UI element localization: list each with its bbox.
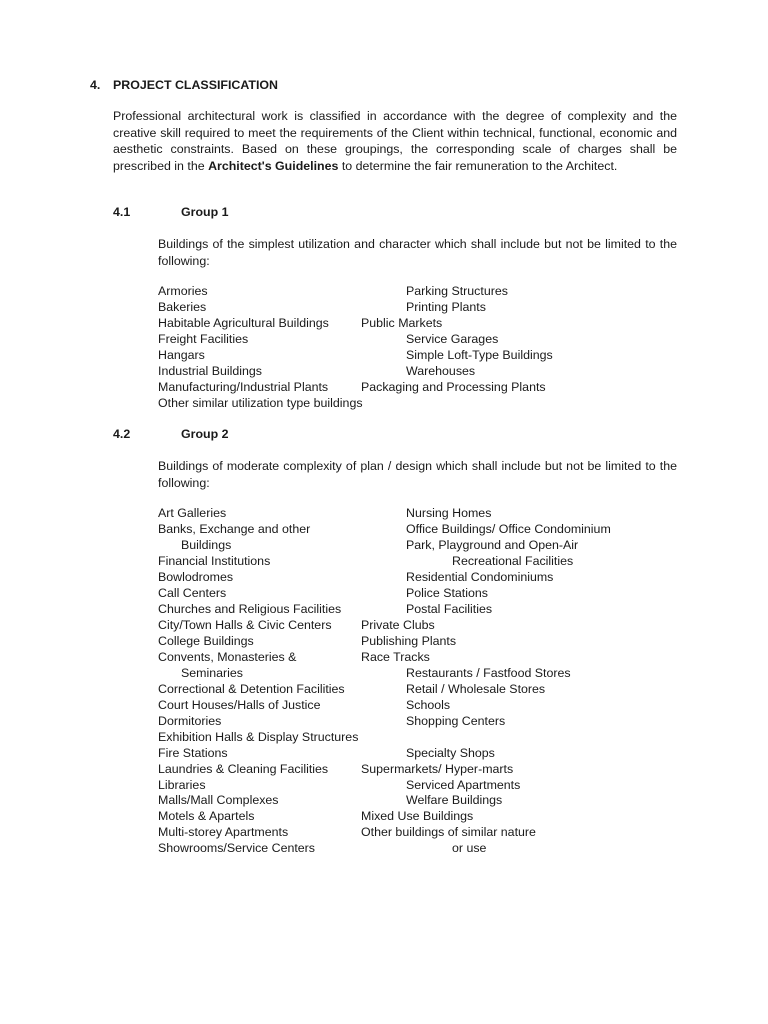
list-item-left: Banks, Exchange and other (158, 522, 311, 536)
section-number: 4. (90, 78, 101, 92)
list-item-right: Office Buildings/ Office Condominium (406, 522, 611, 536)
list-item-right: Residential Condominiums (406, 570, 554, 584)
list-item-right: Private Clubs (361, 618, 435, 632)
group1-number: 4.1 (113, 205, 131, 219)
list-item-right: Park, Playground and Open-Air (406, 538, 579, 552)
list-item-left: Malls/Mall Complexes (158, 793, 279, 807)
list-item-left: Other similar utilization type buildings (158, 396, 363, 410)
list-item-left: Dormitories (158, 714, 222, 728)
list-item-right: or use (452, 841, 487, 855)
list-item-right: Retail / Wholesale Stores (406, 682, 546, 696)
list-item-left: Habitable Agricultural Buildings (158, 316, 329, 330)
list-item-right: Serviced Apartments (406, 778, 521, 792)
list-item-right: Service Garages (406, 332, 499, 346)
intro-text-after: to determine the fair remuneration to the Architect. (341, 158, 618, 173)
list-item-right: Warehouses (406, 364, 476, 378)
list-item-right: Schools (406, 698, 451, 712)
list-item-right: Race Tracks (361, 650, 430, 664)
list-item-left: Freight Facilities (158, 332, 249, 346)
list-item-left: Fire Stations (158, 746, 228, 760)
list-item-left: Court Houses/Halls of Justice (158, 698, 321, 712)
list-item-left: Convents, Monasteries & (158, 650, 297, 664)
list-item-left: Seminaries (181, 666, 243, 680)
list-item-right: Parking Structures (406, 284, 508, 298)
list-item-right: Specialty Shops (406, 746, 495, 760)
list-item-left: Multi-storey Apartments (158, 825, 289, 839)
list-item-left: Showrooms/Service Centers (158, 841, 316, 855)
list-item-left: Buildings (181, 538, 232, 552)
list-item-left: Churches and Religious Facilities (158, 602, 342, 616)
list-item-right: Police Stations (406, 586, 488, 600)
list-item-left: Correctional & Detention Facilities (158, 682, 345, 696)
list-item-left: College Buildings (158, 634, 254, 648)
list-item-right: Welfare Buildings (406, 793, 503, 807)
list-item-right: Nursing Homes (406, 506, 492, 520)
list-item-right: Simple Loft-Type Buildings (406, 348, 553, 362)
intro-text-before: Professional architectural work is classified in accordance with the degree of complexity and the creative skill required to meet the requirements of the Client within technical, functional, economic and aesthetic constraints. Based on these groupings, the corresponding scale of charges shall be prescribed in the (113, 109, 677, 173)
group2-description: Buildings of moderate complexity of plan / design which shall include but not be limited to the following: (158, 459, 677, 490)
list-item-right: Mixed Use Buildings (361, 809, 474, 823)
list-item-right: Public Markets (361, 316, 443, 330)
group1-title: Group 1 (181, 205, 229, 219)
list-item-right: Shopping Centers (406, 714, 506, 728)
group2-number: 4.2 (113, 427, 131, 441)
list-item-right: Supermarkets/ Hyper-marts (361, 762, 514, 776)
list-item-left: Industrial Buildings (158, 364, 263, 378)
list-item-left: Bowlodromes (158, 570, 234, 584)
list-item-left: Art Galleries (158, 506, 227, 520)
list-item-left: Financial Institutions (158, 554, 271, 568)
list-item-left: Libraries (158, 778, 206, 792)
list-item-right: Publishing Plants (361, 634, 457, 648)
list-item-left: Hangars (158, 348, 205, 362)
list-item-right: Recreational Facilities (452, 554, 574, 568)
list-item-left: Manufacturing/Industrial Plants (158, 380, 329, 394)
intro-text-bold: Architect's Guidelines (208, 158, 339, 173)
list-item-left: City/Town Halls & Civic Centers (158, 618, 332, 632)
list-item-right: Other buildings of similar nature (361, 825, 536, 839)
list-item-left: Exhibition Halls & Display Structures (158, 730, 359, 744)
list-item-right: Restaurants / Fastfood Stores (406, 666, 571, 680)
list-item-right: Postal Facilities (406, 602, 493, 616)
intro-paragraph (113, 108, 677, 174)
section-title: PROJECT CLASSIFICATION (113, 78, 278, 92)
list-item-left: Armories (158, 284, 208, 298)
list-item-left: Call Centers (158, 586, 227, 600)
list-item-left: Laundries & Cleaning Facilities (158, 762, 329, 776)
list-item-left: Bakeries (158, 300, 207, 314)
list-item-right: Packaging and Processing Plants (361, 380, 546, 394)
group2-title: Group 2 (181, 427, 229, 441)
list-item-right: Printing Plants (406, 300, 486, 314)
group1-description: Buildings of the simplest utilization and character which shall include but not be limited to the following: (158, 237, 677, 268)
list-item-left: Motels & Apartels (158, 809, 255, 823)
